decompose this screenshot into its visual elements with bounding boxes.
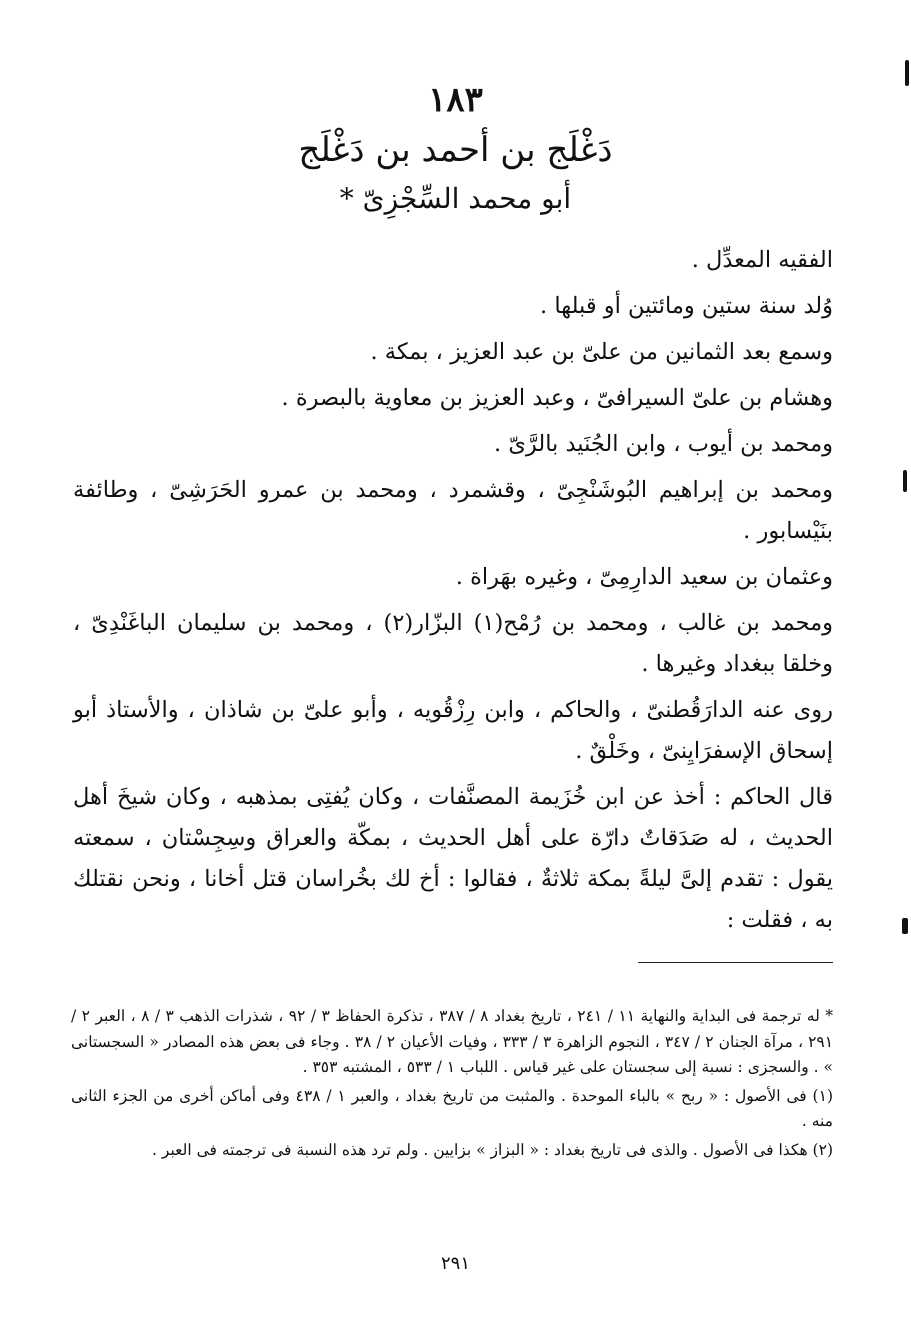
paragraph: ومحمد بن أيوب ، وابن الجُنَيد بالرَّىّ . [494, 431, 833, 457]
footnote: (٢) هكذا فى الأصول . والذى فى تاريخ بغداد : « البزاز » بزايين . ولم ترد هذه النسبة فى ترجمته فى العبر . [152, 1140, 833, 1159]
footnote-divider [638, 962, 833, 963]
paragraph: الفقيه المعدِّل . [691, 247, 833, 273]
scan-edge-mark [905, 60, 909, 86]
main-text [73, 240, 833, 946]
page-number: ٢٩١ [440, 1253, 470, 1274]
paragraph: وسمع بعد الثمانين من علىّ بن عبد العزيز ، بمكة . [370, 339, 833, 365]
scan-edge-mark [902, 918, 908, 934]
paragraph: وُلد سنة ستين ومائتين أو قبلها . [540, 293, 833, 319]
paragraph: وهشام بن علىّ السيرافىّ ، وعبد العزيز بن معاوية بالبصرة . [281, 385, 833, 411]
footnotes [71, 1004, 833, 1166]
paragraph: ومحمد بن غالب ، ومحمد بن رُمْح(١) البزّار(٢) ، ومحمد بن سليمان الباغَنْدِىّ ، وخلقا ببغداد وغيرها . [73, 610, 834, 677]
footnote: (١) فى الأصول : « ربح » بالباء الموحدة . والمثبت من تاريخ بغداد ، والعبر ١ / ٤٣٨ وفى أماكن أخرى من الجزء الثانى منه . [71, 1086, 833, 1130]
paragraph: روى عنه الدارَقُطنىّ ، والحاكم ، وابن رِزْقُويه ، وأبو علىّ بن شاذان ، والأستاذ أبو إسحاق الإسفرَايِنىّ ، وخَلْقٌ . [73, 697, 833, 764]
scan-edge-mark [903, 470, 907, 492]
footnote: * له ترجمة فى البداية والنهاية ١١ / ٢٤١ ، تاريخ بغداد ٨ / ٣٨٧ ، تذكرة الحفاظ ٣ / ٩٢ ، شذرات الذهب ٣ / ٨ ، العبر ٢ / ٢٩١ ، مرآة الجنان ٢ / ٣٤٧ ، النجوم الزاهرة ٣ / ٣٣٣ ، وفيات الأعيان ٢ / ٣٨ . وجاء فى بعض هذه المصادر « السجستانى » . والسجزى : نسبة إلى سجستان على غير قياس . اللباب ١ / ٥٣٣ ، المشتبه ٣٥٣ . [71, 1007, 834, 1076]
entry-subtitle: أبو محمد السِّجْزِىّ * [339, 182, 572, 215]
entry-title: دَغْلَج بن أحمد بن دَغْلَج [298, 130, 613, 170]
paragraph: ومحمد بن إبراهيم البُوشَنْجِىّ ، وقشمرد ، ومحمد بن عمرو الحَرَشِىّ ، وطائفة بنَيْسابور . [73, 477, 833, 544]
paragraph: قال الحاكم : أخذ عن ابن خُزَيمة المصنَّفات ، وكان يُفتِى بمذهبه ، وكان شيخَ أهل الحديث ، له صَدَقاتٌ دارّة على أهل الحديث ، بمكّة والعراق وسِجِسْتان ، سمعته يقول : تقدم إلىَّ ليلةً بمكة ثلاثةٌ ، فقالوا : أخ لك بخُراسان قتل أخانا ، ونحن نقتلك به ، فقلت : [73, 784, 833, 933]
paragraph: وعثمان بن سعيد الدارِمِىّ ، وغيره بهَراة . [455, 564, 833, 590]
entry-number: ١٨٣ [428, 80, 483, 120]
